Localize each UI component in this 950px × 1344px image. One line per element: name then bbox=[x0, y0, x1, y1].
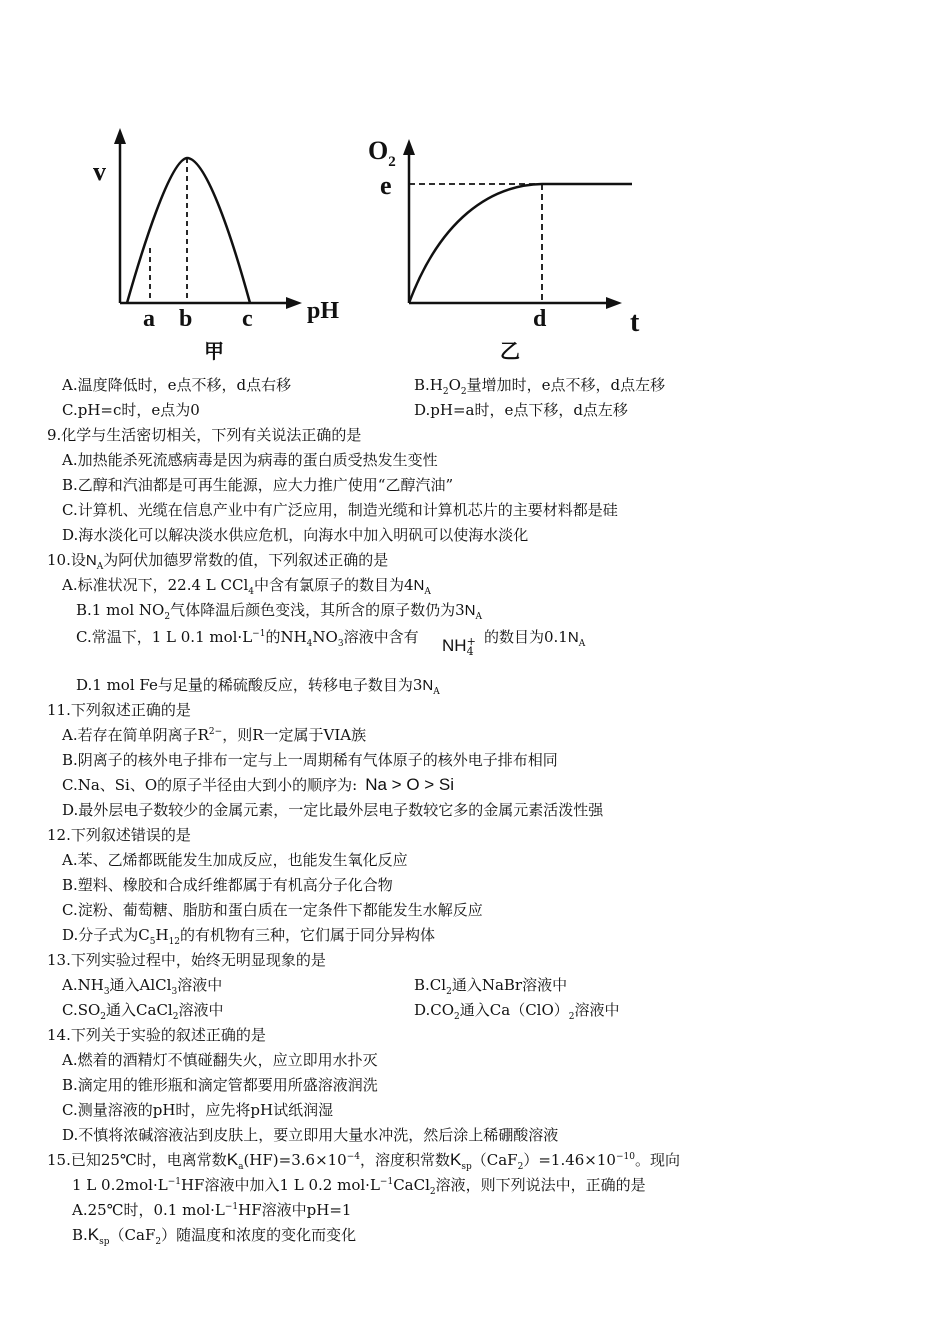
yi-x-arrow bbox=[606, 297, 622, 309]
q8-option-d: D.pH=a时，e点下移，d点左移 bbox=[414, 401, 628, 419]
graph-jia bbox=[80, 120, 370, 365]
q10-option-b: B.1 mol $NO_2$气体降温后颜色变浅，其所含的原子数仍为$3N_A$ bbox=[76, 601, 482, 622]
jia-x-arrow bbox=[286, 297, 302, 309]
jia-x-label: pH bbox=[307, 298, 340, 324]
q13-option-a: $A.NH_3$通入AlCl$_3$溶液中 bbox=[62, 976, 223, 997]
jia-curve bbox=[127, 158, 250, 303]
q14-stem: 14.下列关于实验的叙述正确的是 bbox=[47, 1026, 266, 1044]
yi-caption: 乙 bbox=[500, 341, 520, 363]
q9-option-c: C.计算机、光缆在信息产业中有广泛应用，制造光缆和计算机芯片的主要材料都是硅 bbox=[62, 501, 618, 519]
yi-y-arrow bbox=[403, 139, 415, 155]
q15-stem-line2: 1 L $0.2mol\cdot L^{-1}HF$溶液中加入1 L 0.2 $mol\cdot L^{-1}CaCl_2$溶液，则下列说法中，正确的是 bbox=[72, 1176, 646, 1197]
q10-option-c-tail: 的数目为$0.1N_A$ bbox=[484, 628, 586, 649]
q8-option-b: $B.H_2O_2$量增加时，e点不移，d点左移 bbox=[414, 376, 666, 397]
q10-option-c: C.常温下，1 L 0.1 $mol\cdot L^{-1}$的$NH_4NO_3$溶液中含有 bbox=[76, 628, 419, 649]
q13-stem: 13.下列实验过程中，始终无明显现象的是 bbox=[47, 951, 326, 969]
q14-option-d: D.不慎将浓碱溶液沾到皮肤上，要立即用大量水冲洗，然后涂上稀硼酸溶液 bbox=[62, 1126, 559, 1144]
q9-option-d: D.海水淡化可以解决淡水供应危机，向海水中加入明矾可以使海水淡化 bbox=[62, 526, 529, 544]
jia-tick-a: a bbox=[143, 306, 155, 332]
q14-option-b: B.滴定用的锥形瓶和滴定管都要用所盛溶液润洗 bbox=[62, 1076, 378, 1094]
q14-option-a: A.燃着的酒精灯不慎碰翻失火，应立即用水扑灭 bbox=[62, 1051, 378, 1069]
yi-curve bbox=[409, 184, 632, 303]
jia-caption: 甲 bbox=[204, 341, 224, 363]
q11-option-b: B.阴离子的核外电子排布一定与上一周期稀有气体原子的核外电子排布相同 bbox=[62, 751, 558, 769]
q10-option-d: D.1 mol Fe与足量的稀硫酸反应，转移电子数目为$3N_A$ bbox=[76, 676, 440, 697]
yi-e-label: e bbox=[380, 171, 392, 200]
q15-stem-line1: 15.已知25℃时，电离常数$K_a(HF)=3.6\times 10^{-4}$，溶度积常数$K_{sp}(CaF_2)=1.46\times 10^{-10}$。现向 bbox=[47, 1150, 680, 1172]
graph-yi bbox=[360, 125, 660, 365]
q10-ammonium-ion: NH + 4 bbox=[442, 635, 476, 658]
q10-stem: 10.设$N_A$为阿伏加德罗常数的值，下列叙述正确的是 bbox=[47, 551, 389, 572]
q9-stem: 9.化学与生活密切相关，下列有关说法正确的是 bbox=[47, 426, 362, 444]
q11-option-a: A.若存在简单阴离子$R^{2-}$，则R一定属于VIA族 bbox=[62, 726, 367, 744]
yi-y-label: $O_2$ bbox=[368, 136, 396, 170]
q15-option-b: $B.K_{sp}(CaF_2)$随温度和浓度的变化而变化 bbox=[72, 1225, 357, 1247]
yi-x-label: t bbox=[630, 307, 640, 338]
q9-option-b: B.乙醇和汽油都是可再生能源，应大力推广使用“乙醇汽油” bbox=[62, 476, 454, 494]
jia-tick-b: b bbox=[179, 306, 193, 332]
q9-option-a: A.加热能杀死流感病毒是因为病毒的蛋白质受热发生变性 bbox=[62, 451, 438, 469]
q13-option-c: $C.SO_2$通入CaCl$_2$溶液中 bbox=[62, 1001, 224, 1022]
q10-option-a: A.标准状况下，22.4 L CCl$_4$中含有氯原子的数目为$4N_A$ bbox=[62, 576, 431, 597]
q12-option-c: C.淀粉、葡萄糖、脂肪和蛋白质在一定条件下都能发生水解反应 bbox=[62, 901, 483, 919]
q11-stem: 11.下列叙述正确的是 bbox=[47, 701, 191, 719]
q11-option-c: C.Na、Si、O的原子半径由大到小的顺序为: Na > O > Si bbox=[62, 775, 455, 794]
q11-option-d: D.最外层电子数较少的金属元素，一定比最外层电子数较它多的金属元素活泼性强 bbox=[62, 801, 604, 819]
q12-option-d: D.分子式为$C_5H_{12}$的有机物有三种，它们属于同分异构体 bbox=[62, 926, 436, 947]
q12-stem: 12.下列叙述错误的是 bbox=[47, 826, 191, 844]
q8-option-a: A.温度降低时，e点不移，d点右移 bbox=[62, 376, 292, 394]
jia-tick-c: c bbox=[242, 306, 253, 332]
q12-option-b: B.塑料、橡胶和合成纤维都属于有机高分子化合物 bbox=[62, 876, 393, 894]
jia-y-label: v bbox=[93, 157, 106, 186]
q13-option-b: $B.Cl_2$通入NaBr溶液中 bbox=[414, 976, 568, 997]
q14-option-c: C.测量溶液的pH时，应先将pH试纸润湿 bbox=[62, 1101, 334, 1119]
q12-option-a: A.苯、乙烯都既能发生加成反应，也能发生氧化反应 bbox=[62, 851, 408, 869]
q15-option-a: A.25℃时，0.1 $mol\cdot L^{-1}HF$溶液中pH=1 bbox=[72, 1201, 352, 1219]
jia-y-arrow bbox=[114, 128, 126, 144]
q13-option-d: $D.CO_2$通入$Ca(ClO)_2$溶液中 bbox=[414, 1001, 620, 1022]
yi-tick-d: d bbox=[533, 306, 547, 332]
q8-option-c: C.pH=c时，e点为0 bbox=[62, 401, 200, 419]
